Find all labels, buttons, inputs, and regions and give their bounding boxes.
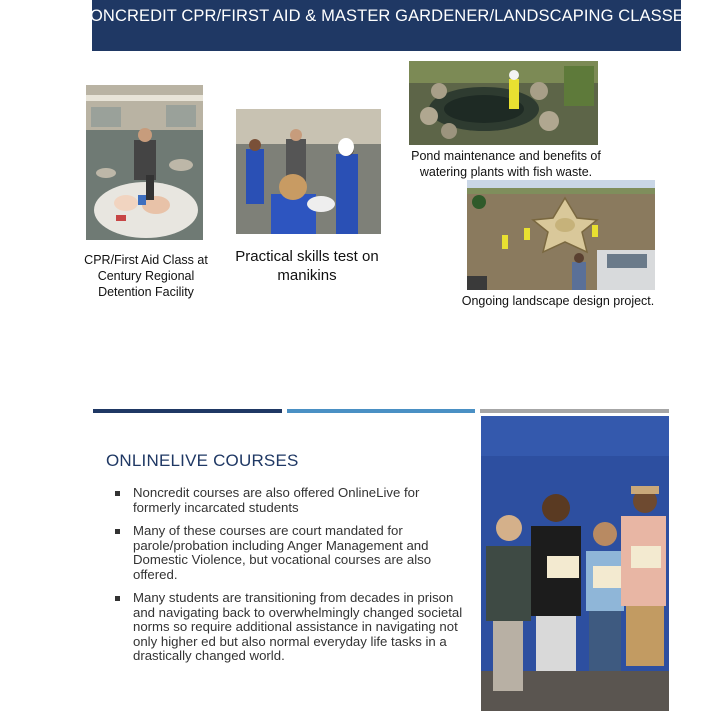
page-title: NONCREDIT CPR/FIRST AID & MASTER GARDENER/LANDSCAPING CLASSES [77,7,696,25]
online-courses-list [113,486,463,673]
list-item-text: Many of these courses are court mandated for parole/probation including Anger Management and Domestic Violence, but vocational courses are also offered. [133,523,432,582]
bullet-icon [115,491,120,496]
list-item-text: Noncredit courses are also offered OnlineLive for formerly incarcated students [133,485,420,515]
page-banner [77,0,696,51]
pond-caption: Pond maintenance and benefits of watering plants with fish waste. [411,149,601,179]
graduates-photo [481,416,669,711]
bullet-icon [115,596,120,601]
list-item-text: Many students are transitioning from decades in prison and navigating back to overwhelmingly changed societal norms so require additional assistance in navigating not only higher ed but also normal everyday life tasks in a drastically changed world. [133,590,463,663]
cpr-class-photo [86,85,203,240]
list-item [113,591,463,664]
list-item [113,524,463,582]
online-courses-heading: ONLINELIVE COURSES [106,451,299,470]
list-item [113,486,463,515]
divider-gray [480,409,669,413]
landscape-caption: Ongoing landscape design project. [461,294,655,308]
pond-photo [409,61,598,145]
divider-light-blue [287,409,475,413]
skills-test-photo [236,109,381,234]
skills-test-caption: Practical skills test on manikins [235,248,379,284]
landscape-photo [467,180,655,290]
bullet-icon [115,529,120,534]
divider-navy [93,409,282,413]
cpr-class-caption: CPR/First Aid Class at Century Regional Detention Facility [84,253,208,299]
